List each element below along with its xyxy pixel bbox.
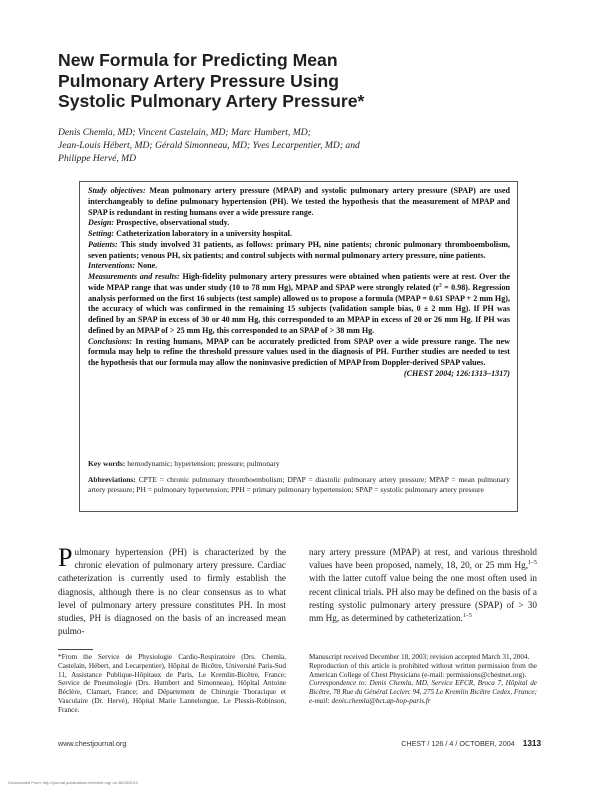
abbreviations-text: CPTE = chronic pulmonary thromboembolism; DPAP = diastolic pulmonary artery pressure; MPAP = mean pulmonary artery pressure; PH = pulmonary hypertension; PPH = primary pulmonary hypertension; SPAP = systolic pulmonary artery pressure [88,475,511,494]
results-label: Measurements and results: [88,272,180,281]
body-text-right-b: with the latter cutoff value being the one most often used in recent clinical trials. PH also may be defined on the basis of a resting systolic pulmonary artery pressure (SPAP) of > 30 mm Hg, as determined by catheterization. [309,573,537,624]
body-text-left: ulmonary hypertension (PH) is characterized by the chronic elevation of pulmonary artery pressure. Cardiac catheterization is currently used to firmly establish the diagnosis, although there is no clear consensus as to what level of pulmonary artery pressure constitutes PH. In most studies, PH is diagnosed on the basis of an increased mean pulmo- [58,547,286,637]
title-line: Systolic Pulmonary Artery Pressure* [58,91,365,111]
body-text-right-a: nary artery pressure (MPAP) at rest, and various threshold values have been proposed, namely, 18, 20, or 25 mm Hg, [309,547,537,571]
reproduction-notice: Reproduction of this article is prohibited without written permission from the American College of Chest Physicians (e-mail: permissions@chestnet.org). [309,661,537,679]
abstract-results [88,272,510,337]
issue-info [401,739,541,748]
abbreviations [88,475,510,495]
issue-label: CHEST / 126 / 4 / OCTOBER, 2004 [401,739,515,748]
abstract-interventions [88,261,510,272]
correspondence-note: Correspondence to: Denis Chemla, MD, Service EFCR, Broca 7, Hôpital de Bicêtre, 78 Rue du Général Leclerc 94, 275 Le Kremlin Bicêtre Cedex, France; e-mail: denis.chemla@bct.ap-hop-paris.fr [309,679,537,705]
title-line: Pulmonary Artery Pressure Using [58,70,339,91]
manuscript-footnotes [309,653,537,706]
page-number: 1313 [522,739,541,748]
abstract-conclusions [88,337,510,369]
conclusions-text: In resting humans, MPAP can be accurately predicted from SPAP over a wide pressure range. The new formula may help to refine the threshold pressure values used in the diagnosis of PH. Further studies are needed to test the hypothesis that our formula may allow the noninvasive prediction of MPAP from Doppler-derived SPAP values. [88,336,510,367]
setting-text: Catheterization laboratory in a university hospital. [116,229,292,238]
download-notice: Downloaded From: http://journal.publications.chestnet.org/ on 08/23/2012 [8,780,139,785]
author-line: Jean-Louis Hébert, MD; Gérald Simonneau, MD; Yves Lecarpentier, MD; and [58,140,360,151]
body-column-left [58,543,286,638]
abstract-setting [88,229,510,240]
abstract-patients [88,240,510,262]
patients-label: Patients: [88,239,118,249]
journal-citation: (CHEST 2004; 126:1313–1317) [403,368,510,378]
interventions-text: None. [137,261,158,271]
reference-superscript: 1–5 [462,612,472,619]
objectives-label: Study objectives: [88,186,146,195]
author-line: Denis Chemla, MD; Vincent Castelain, MD; Marc Humbert, MD; [58,127,311,138]
author-line: Philippe Hervé, MD [58,153,137,164]
abstract-objectives [88,186,510,218]
results-superscript: 2 [439,282,442,289]
article-title [58,50,438,112]
abstract-design [88,218,510,229]
keywords-label: Key words: [88,459,126,468]
abbreviations-label: Abbreviations: [88,475,136,484]
reference-superscript: 1–5 [528,560,537,567]
results-text-b: = 0.98). Regression analysis performed on the first 16 subjects (test sample) allowed us to propose a formula (MPAP = 0.61 SPAP + 2 mm Hg), the accuracy of which was confirmed in the remaining 15 subjects (validation sample bias, 0 ± 2 mm Hg). If PH was defined by an SPAP in excess of 30 or 40 mm Hg, this corresponded to an MPAP in excess of 20 or 26 mm Hg. If PH was defined by an MPAP of > 25 mm Hg, this corresponded to an SPAP of > 38 mm Hg. [88,282,511,335]
results-text [88,272,510,335]
drop-cap: P [58,543,73,572]
body-column-right [309,546,537,625]
keywords-text: hemodynamic; hypertension; pressure; pulmonary [127,459,280,468]
footnote-divider [58,649,93,650]
abstract [88,186,510,380]
design-text: Prospective, observational study. [116,218,230,228]
objectives-text: Mean pulmonary artery pressure (MPAP) and systolic pulmonary artery pressure (SPAP) are used interchangeably to define pulmonary hypertension (PH). We tested the hypothesis that the measurement of MPAP and SPAP is redundant in resting humans over a wide pressure range. [88,186,511,217]
patients-text: This study involved 31 patients, as follows: primary PH, nine patients; chronic pulmonary thromboembolism, seven patients; venous PH, six patients; and control subjects with normal pulmonary artery pressure, nine patients. [88,239,511,260]
journal-website: www.chestjournal.org [58,739,127,748]
manuscript-dates: Manuscript received December 18, 2003; revision accepted March 31, 2004. [309,653,530,661]
title-line: New Formula for Predicting Mean [58,50,338,70]
author-list [58,126,438,165]
design-label: Design: [88,218,115,228]
affiliation-footnote: *From the Service de Physiologie Cardio-Respiratoire (Drs. Chemla, Castelain, Hébert, and Lecarpentier), Hôpital de Bicêtre, Université Paris-Sud 11, Assistance Publique-Hôpitaux de Paris, Le Kremlin-Bicêtre, France; Service de Pneumologie (Drs. Humbert and Simonneau), Hôpital Antoine Béclère, Clamart, France; and Département de Chirurgie Thoracique et Vasculaire (Dr. Hervé), Hôpital Marie Lannelongue, Le Plessis-Robinson, France. [58,653,286,714]
results-text-a: High-fidelity pulmonary artery pressures were obtained when patients were at rest. Over the wide MPAP range that was under study (10 to 78 mm Hg), MPAP and SPAP were strongly related (r [88,272,510,292]
conclusions-label: Conclusions: [88,336,133,346]
keywords [88,459,510,469]
interventions-label: Interventions: [88,261,136,271]
setting-label: Setting: [88,229,115,238]
